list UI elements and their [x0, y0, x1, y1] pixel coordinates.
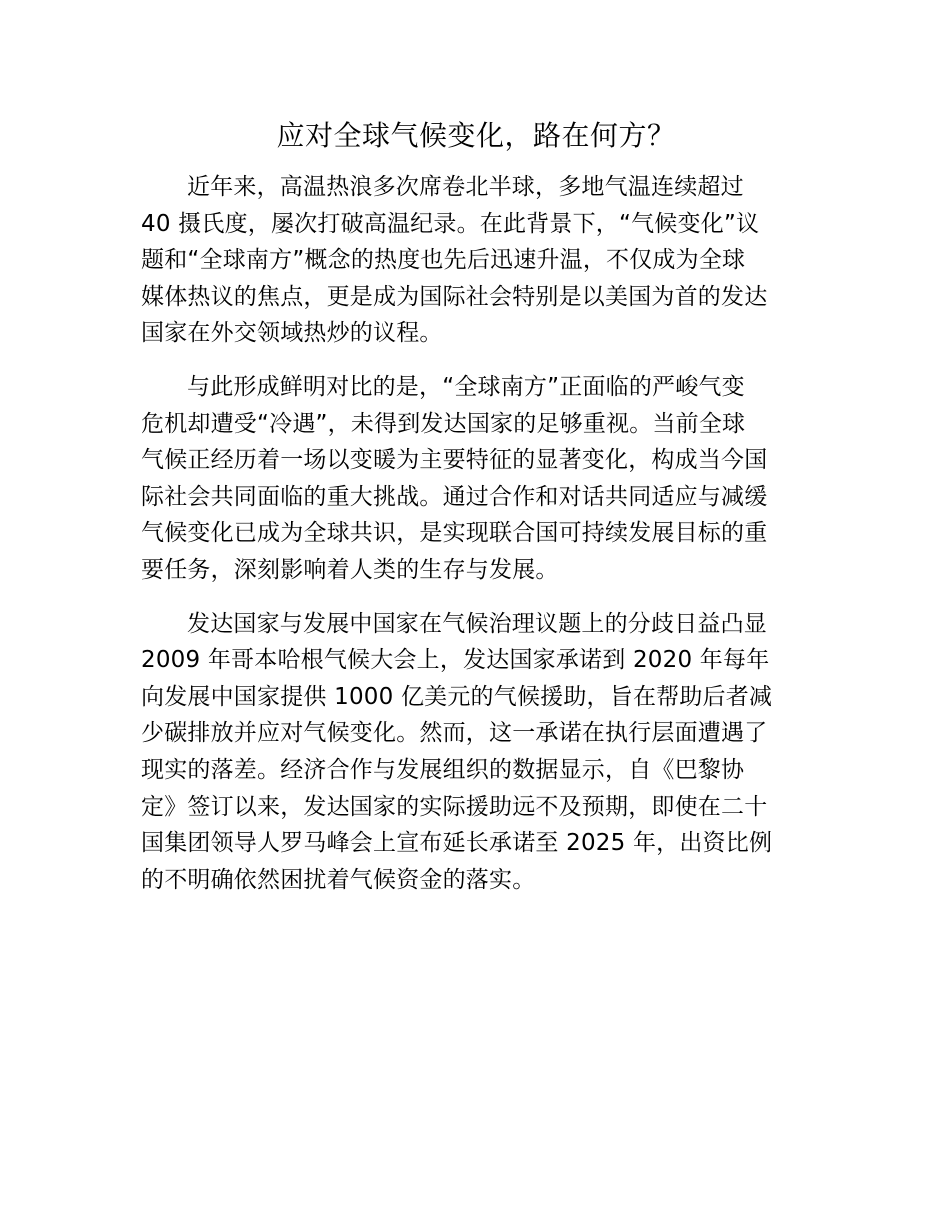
paragraph-line: 国家在外交领域热炒的议程。	[141, 320, 443, 347]
paragraph-line: 的不明确依然困扰着气候资金的落实。	[141, 866, 536, 893]
paragraph-2	[141, 369, 811, 589]
paragraph-line: 际社会共同面临的重大挑战。通过合作和对话共同适应与减缓	[141, 483, 768, 510]
paragraph-3	[141, 606, 811, 899]
paragraph-line: 现实的落差。经济合作与发展组织的数据显示，自《巴黎协	[141, 756, 745, 783]
paragraph-line: 与此形成鲜明对比的是，“全球南方”正面临的严峻气变	[187, 373, 745, 400]
paragraph-line: 危机却遭受“冷遇”，未得到发达国家的足够重视。当前全球	[141, 410, 746, 437]
paragraph-1	[141, 169, 811, 352]
paragraph-line: 向发展中国家提供 1000 亿美元的气候援助，旨在帮助后者减	[141, 683, 773, 710]
paragraph-line: 要任务，深刻影响着人类的生存与发展。	[141, 556, 559, 583]
paragraph-line: 2009 年哥本哈根气候大会上，发达国家承诺到 2020 年每年	[141, 647, 770, 674]
paragraph-line: 近年来，高温热浪多次席卷北半球，多地气温连续超过	[187, 174, 744, 200]
paragraph-line: 气候正经历着一场以变暖为主要特征的显著变化，构成当今国	[141, 447, 768, 474]
paragraph-line: 题和“全球南方”概念的热度也先后迅速升温，不仅成为全球	[141, 247, 746, 274]
paragraph-line: 发达国家与发展中国家在气候治理议题上的分歧日益凸显	[187, 610, 767, 637]
paragraph-line: 少碳排放并应对气候变化。然而，这一承诺在执行层面遭遇了	[141, 720, 768, 747]
paragraph-line: 40 摄氏度，屡次打破高温纪录。在此背景下，“气候变化”议	[141, 210, 760, 237]
paragraph-line: 国集团领导人罗马峰会上宣布延长承诺至 2025 年，出资比例	[141, 830, 773, 857]
paragraph-line: 定》签订以来，发达国家的实际援助远不及预期，即使在二十	[141, 793, 768, 820]
document-body	[141, 112, 811, 915]
document-title: 应对全球气候变化，路在何方？	[276, 119, 676, 152]
paragraph-line: 媒体热议的焦点，更是成为国际社会特别是以美国为首的发达	[141, 283, 768, 310]
paragraph-line: 气候变化已成为全球共识，是实现联合国可持续发展目标的重	[141, 520, 768, 547]
